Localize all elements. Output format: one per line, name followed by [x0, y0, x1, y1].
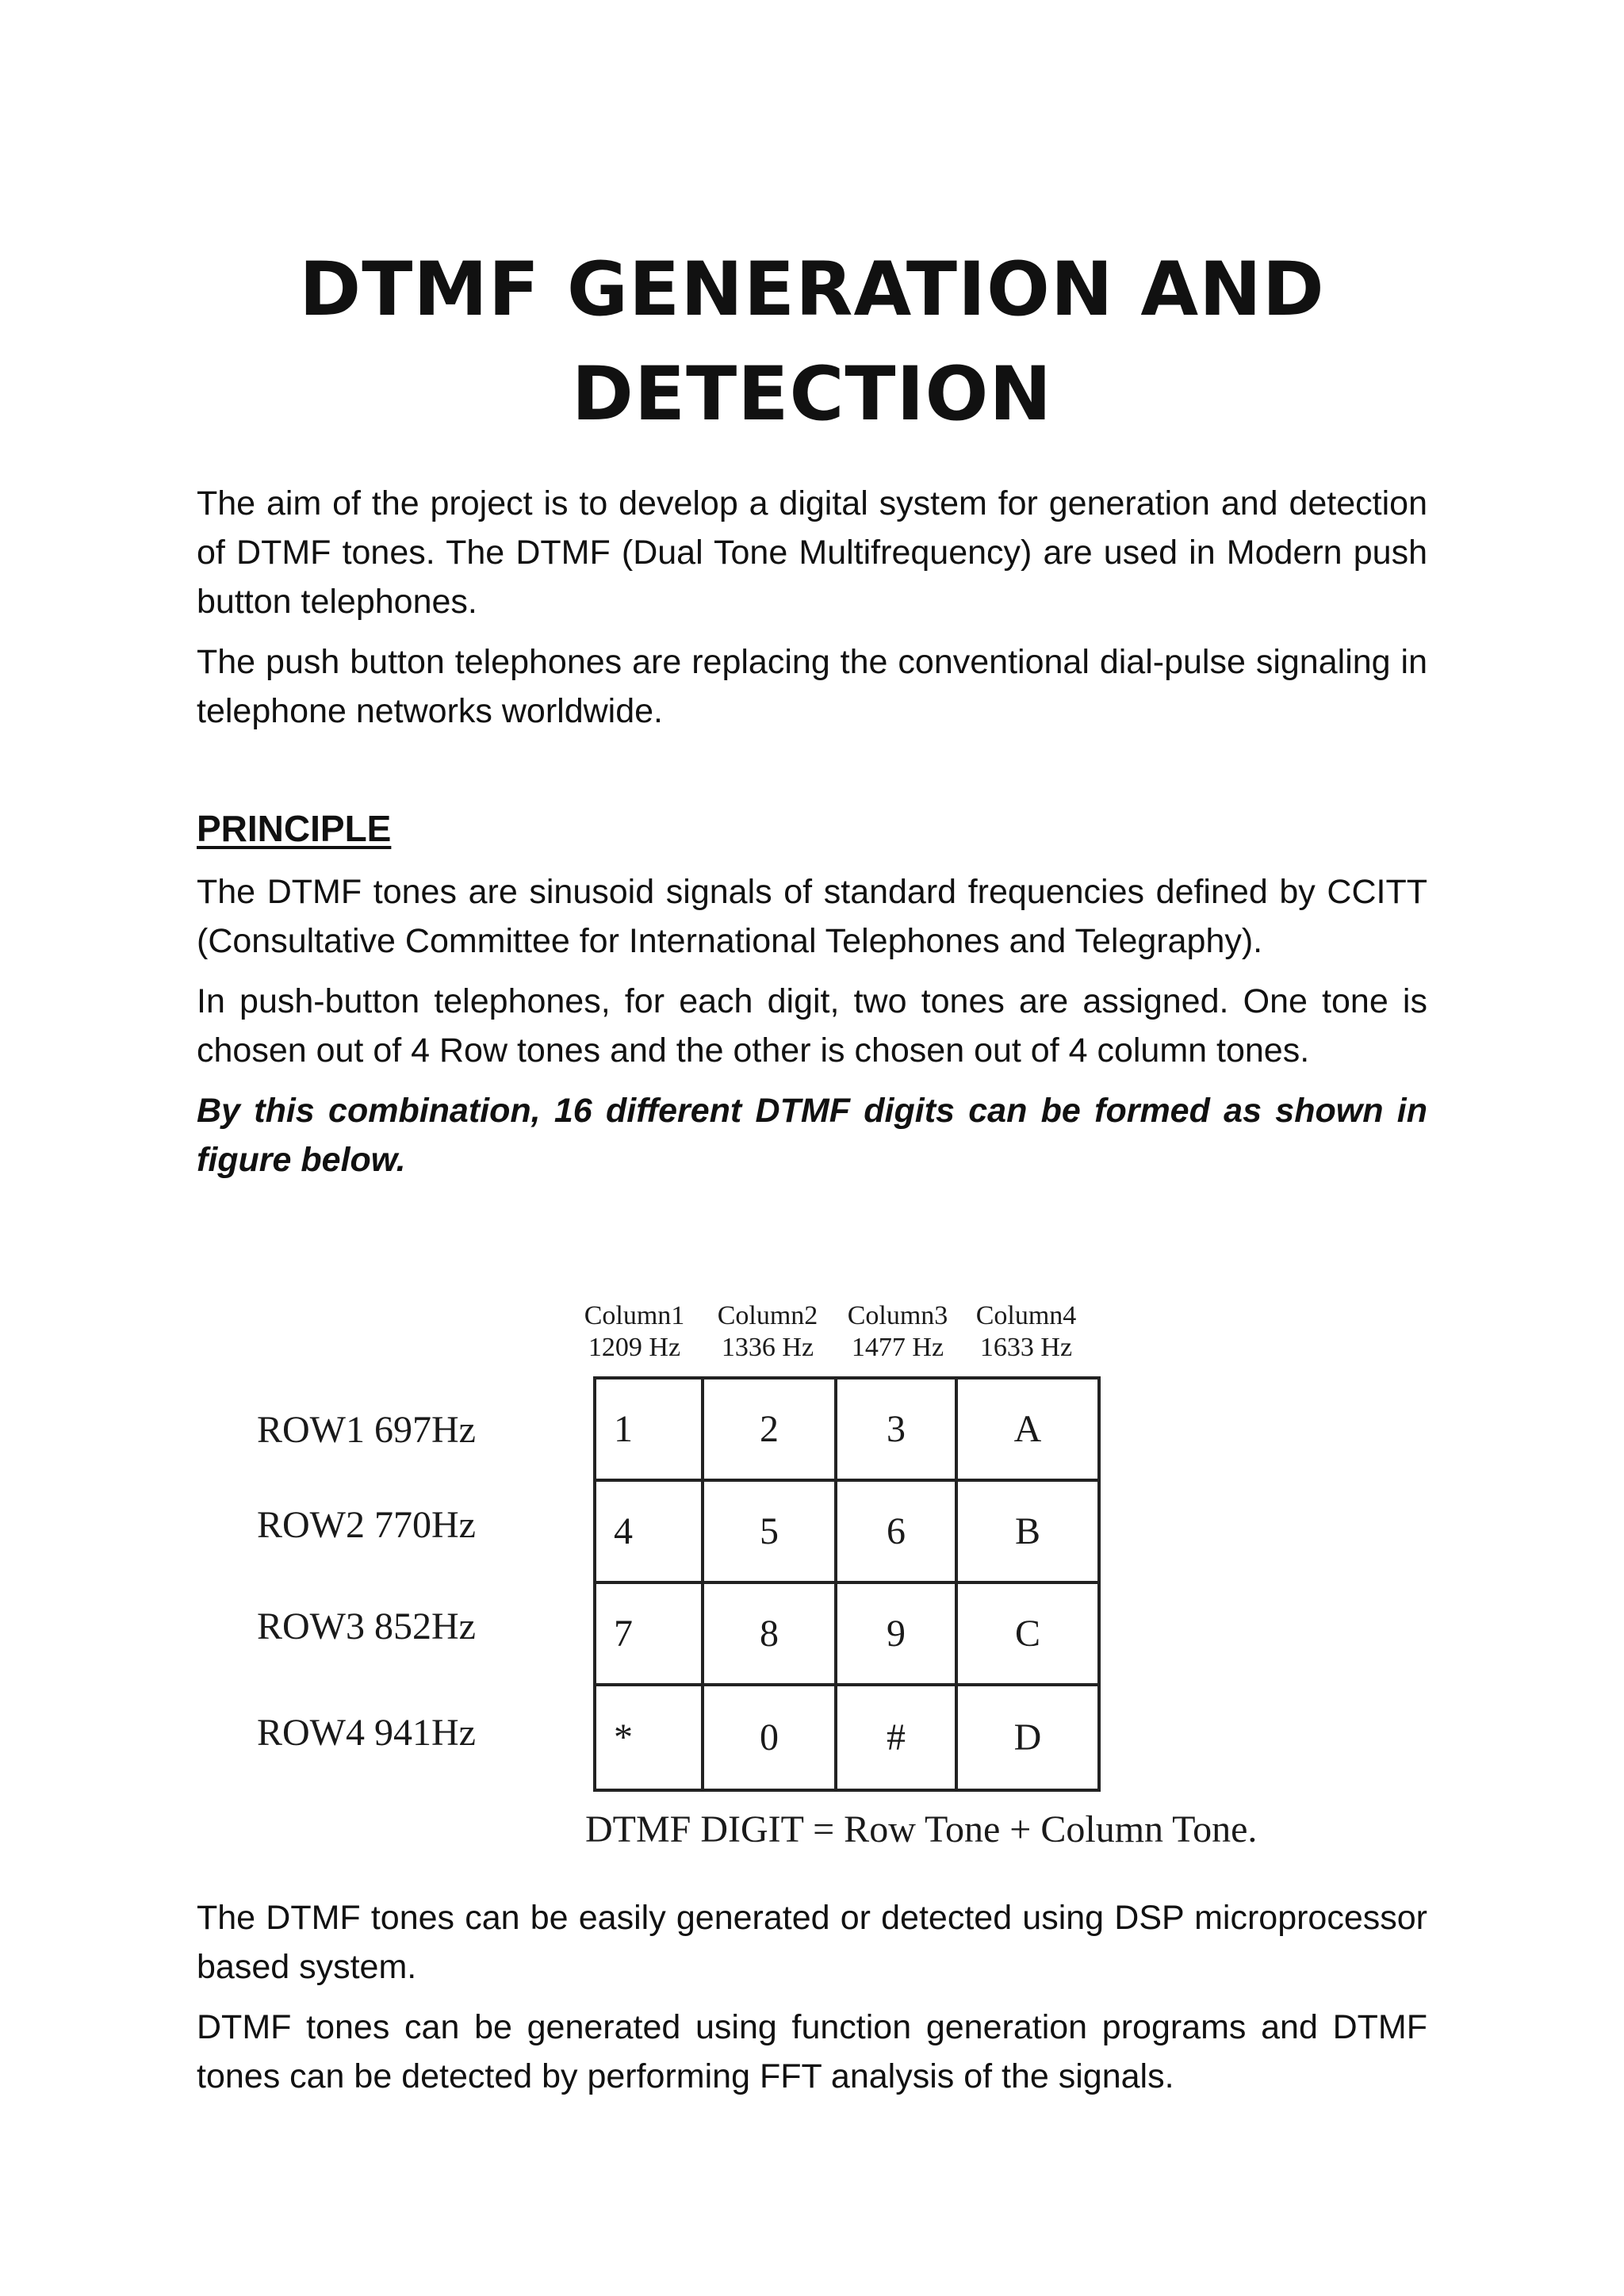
principle-section	[197, 867, 1427, 1196]
key-cell: 9	[837, 1584, 958, 1686]
key-cell: 4	[596, 1482, 704, 1584]
figure-caption: DTMF DIGIT = Row Tone + Column Tone.	[585, 1808, 1258, 1850]
principle-paragraph-1: The DTMF tones are sinusoid signals of standard frequencies defined by CCITT (Consultative Committee for International Telephones and Telegraphy).	[197, 873, 1427, 960]
column-frequency: 1633 Hz	[979, 1333, 1073, 1362]
title-line-2: DETECTION	[571, 351, 1053, 438]
column-frequency: 1209 Hz	[588, 1333, 681, 1362]
dtmf-keypad-figure	[238, 1292, 1396, 1863]
key-cell: C	[958, 1584, 1097, 1686]
row-label-2: ROW2 770Hz	[257, 1504, 476, 1546]
column-name: Column3	[847, 1301, 948, 1330]
row-label-1: ROW1 697Hz	[257, 1409, 476, 1451]
column-name: Column2	[717, 1301, 818, 1330]
key-cell: 0	[704, 1686, 837, 1789]
key-cell: 5	[704, 1482, 837, 1584]
key-cell: *	[596, 1686, 704, 1789]
page-title	[0, 238, 1624, 447]
column-header-4	[963, 1300, 1090, 1364]
keypad-grid	[593, 1376, 1101, 1792]
column-name: Column4	[975, 1301, 1077, 1330]
principle-paragraph-2: In push-button telephones, for each digit, two tones are assigned. One tone is chosen out of 4 Row tones and the other is chosen out of 4 column tones.	[197, 982, 1427, 1070]
key-cell: 2	[704, 1380, 837, 1482]
column-name: Column1	[584, 1301, 685, 1330]
intro-paragraph-1: The aim of the project is to develop a digital system for generation and detection of DTMF tones. The DTMF (Dual Tone Multifrequency) are used in Modern push button telephones.	[197, 484, 1427, 621]
column-header-2	[704, 1300, 831, 1364]
principle-heading: PRINCIPLE	[197, 808, 392, 849]
key-cell: 7	[596, 1584, 704, 1686]
column-frequency: 1336 Hz	[721, 1333, 814, 1362]
key-cell: 1	[596, 1380, 704, 1482]
key-cell: #	[837, 1686, 958, 1789]
row-label-3: ROW3 852Hz	[257, 1605, 476, 1647]
row-label-4: ROW4 941Hz	[257, 1712, 476, 1754]
key-cell: A	[958, 1380, 1097, 1482]
key-cell: 6	[837, 1482, 958, 1584]
key-cell: 8	[704, 1584, 837, 1686]
column-frequency: 1477 Hz	[851, 1333, 944, 1362]
principle-emphasis: By this combination, 16 different DTMF digits can be formed as shown in figure below.	[197, 1092, 1427, 1179]
closing-section	[197, 1893, 1427, 2112]
intro-section	[197, 479, 1427, 747]
column-header-1	[571, 1300, 698, 1364]
closing-paragraph-1: The DTMF tones can be easily generated or detected using DSP microprocessor based system.	[197, 1899, 1427, 1986]
intro-paragraph-2: The push button telephones are replacing the conventional dial-pulse signaling in telephone networks worldwide.	[197, 643, 1427, 730]
title-line-1: DTMF GENERATION AND	[299, 247, 1325, 333]
key-cell: B	[958, 1482, 1097, 1584]
closing-paragraph-2: DTMF tones can be generated using function generation programs and DTMF tones can be detected by performing FFT analysis of the signals.	[197, 2008, 1427, 2095]
key-cell: 3	[837, 1380, 958, 1482]
key-cell: D	[1013, 1716, 1042, 1758]
column-header-3	[834, 1300, 961, 1364]
